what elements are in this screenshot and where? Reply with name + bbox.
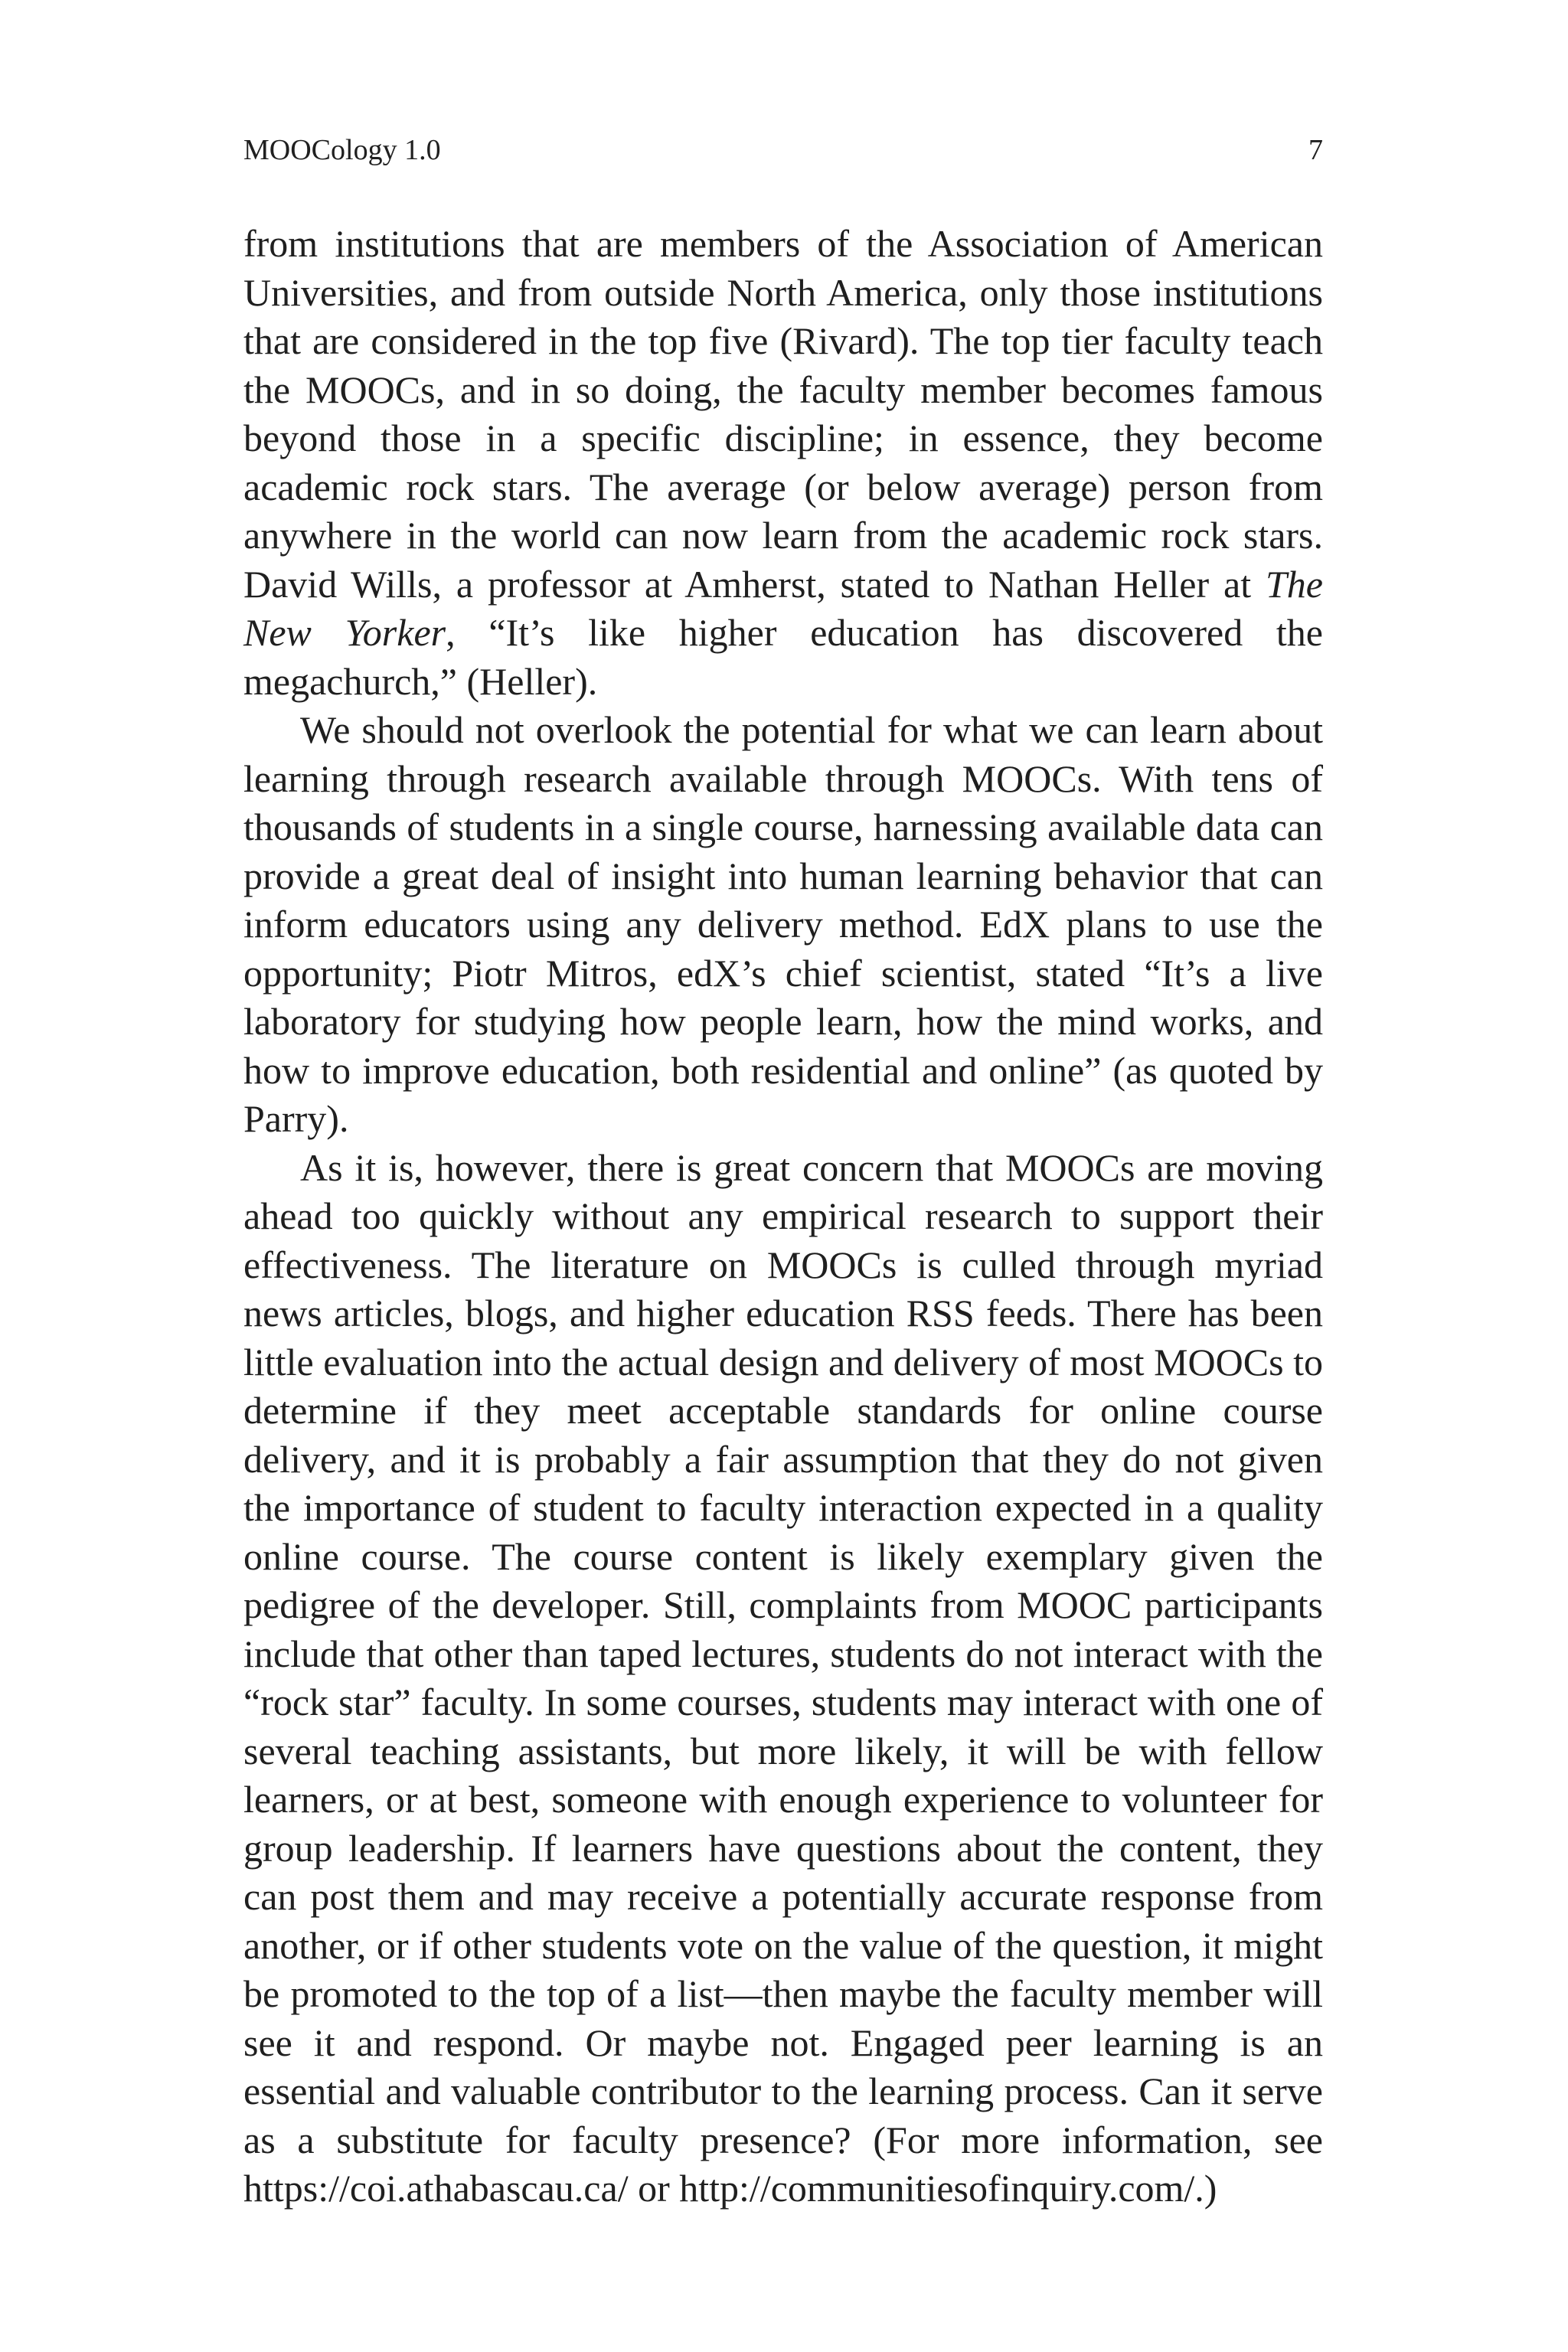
running-head [243, 129, 1323, 172]
paragraph-3: As it is, however, there is great concern that MOOCs are moving ahead too quickly without any empirical research to support their effectiveness. The literature on MOOCs is culled through myriad news articles, blogs, and higher education RSS feeds. There has been little evaluation into the actual design and delivery of most MOOCs to determine if they meet acceptable standards for online course delivery, and it is probably a fair assumption that they do not given the importance of student to faculty interaction expected in a quality online course. The course content is likely exemplary given the pedigree of the developer. Still, complaints from MOOC participants include that other than taped lectures, students do not interact with the “rock star” faculty. In some courses, students may interact with one of several teaching assistants, but more likely, it will be with fellow learners, or at best, someone with enough experience to volunteer for group leadership. If learners have questions about the content, they can post them and may receive a potentially accurate response from another, or if other students vote on the value of the question, it might be promoted to the top of a list—then maybe the faculty member will see it and respond. Or maybe not. Engaged peer learning is an essential and valuable contributor to the learning process. Can it serve as a substitute for faculty presence? (For more information, see https://coi.athabascau.ca/ or http://communitiesofinquiry.com/.) [243, 1145, 1323, 2210]
paragraph-1 [243, 220, 1323, 706]
paragraph-1-text-after: , “It’s like higher education has discovered the megachurch,” (Heller). [243, 611, 1323, 703]
publication-title: The New Yorker [243, 562, 1323, 654]
paragraph-1-text-before: from institutions that are members of the Association of American Universities, and from outside North America, only those institutions that are considered in the top five (Rivard). The top tier faculty teach the MOOCs, and in so doing, the faculty member becomes famous beyond those in a specific discipline; in essence, they become academic rock stars. The average (or below average) person from anywhere in the world can now learn from the academic rock stars. David Wills, a professor at Amherst, stated to Nathan Heller at [243, 222, 1323, 606]
running-head-title: MOOCology 1.0 [243, 134, 441, 166]
page-number: 7 [1308, 134, 1323, 166]
paragraph-2: We should not overlook the potential for what we can learn about learning through research available through MOOCs. With tens of thousands of students in a single course, harnessing available data can provide a great deal of insight into human learning behavior that can inform educators using any delivery method. EdX plans to use the opportunity; Piotr Mitros, edX’s chief scientist, stated “It’s a live laboratory for studying how people learn, how the mind works, and how to improve education, both residential and online” (as quoted by Parry). [243, 708, 1323, 1140]
body-text [243, 220, 1323, 2213]
